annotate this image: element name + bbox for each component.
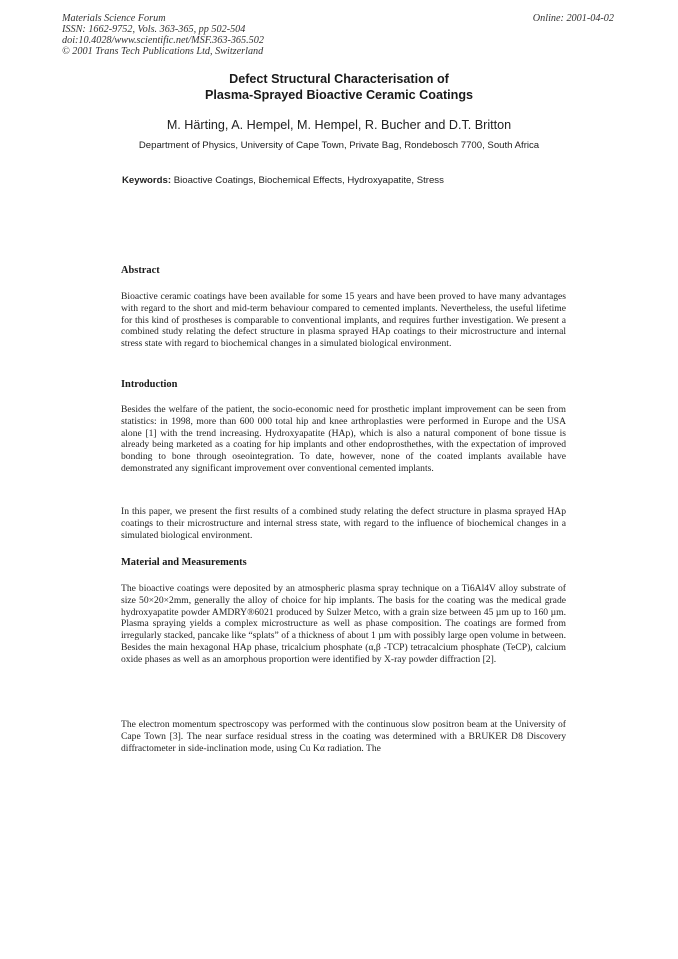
paper-title: [0, 72, 678, 103]
title-line-2: Plasma-Sprayed Bioactive Ceramic Coatings: [204, 87, 474, 102]
affiliation: Department of Physics, University of Cape Town, Private Bag, Rondebosch 7700, South Africa: [138, 140, 540, 151]
introduction-heading: Introduction: [121, 379, 178, 390]
introduction-paragraph-2: In this paper, we present the first results of a combined study relating the defect structure in plasma sprayed HAp coatings to their microstructure and internal stress state, with regard to the influence of biochemical changes in a simulated biological environment.: [121, 506, 566, 541]
author-list: M. Härting, A. Hempel, M. Hempel, R. Bucher and D.T. Britton: [166, 118, 512, 132]
methods-paragraph-2: The electron momentum spectroscopy was performed with the continuous slow positron beam at the University of Cape Town [3]. The near surface residual stress in the coating was determined with a BRUKER D8 Discovery diffractometer in side-inclination mode, using Cu Kα radiation. The: [121, 719, 566, 754]
journal-name: Materials Science Forum: [62, 13, 166, 24]
title-line-1: Defect Structural Characterisation of: [229, 72, 449, 86]
copyright-line: © 2001 Trans Tech Publications Ltd, Switzerland: [62, 46, 264, 57]
keywords-text: Bioactive Coatings, Biochemical Effects, Hydroxyapatite, Stress: [171, 175, 444, 186]
online-date: Online: 2001-04-02: [532, 13, 614, 24]
methods-paragraph-1: The bioactive coatings were deposited by an atmospheric plasma spray technique on a Ti6Al4V alloy substrate of size 50×20×2mm, generally the alloy of choice for hip implants. The basis for the coating was the medical grade hydroxyapatite powder AMDRY®6021 produced by Sulzer Metco, with a grain size between 45 µm up to 160 µm. Plasma spraying yields a complex microstructure as well as phase composition. The coatings are formed from irregularly stacked, pancake like “splats” of a thickness of about 1 µm with possibly large open volume in between. Besides the main hexagonal HAp phase, tricalcium phosphate (α,β -TCP) tetracalcium phosphate (TeCP), calcium oxide phases as well as an amorphous proportion were identified by X-ray powder diffraction [2].: [121, 583, 566, 665]
methods-heading: Material and Measurements: [121, 557, 247, 568]
doi-line: doi:10.4028/www.scientific.net/MSF.363-365.502: [62, 35, 264, 46]
abstract-text: Bioactive ceramic coatings have been available for some 15 years and have been proved to have many advantages with regard to the short and mid-term behaviour compared to cemented implants. Nevertheless, the useful lifetime for this kind of prostheses is comparable to conventional implants, and requires further investigation. We present a combined study relating the defect structure in plasma sprayed HAp coatings to their microstructure and internal stress state with regard to biochemical changes in a simulated biological environment.: [121, 291, 566, 349]
abstract-heading: Abstract: [121, 265, 160, 276]
issn-line: ISSN: 1662-9752, Vols. 363-365, pp 502-504: [62, 24, 246, 35]
keywords-label: Keywords:: [122, 175, 172, 186]
keywords: [122, 175, 602, 186]
page-header: [62, 13, 614, 57]
introduction-paragraph-1: Besides the welfare of the patient, the socio-economic need for prosthetic implant improvement can be seen from statistics: in 1998, more than 600 000 total hip and knee arthroplasties were performed in Europe and the USA alone [1] with the trend increasing. Hydroxyapatite (HAp), which is also a natural component of bone tissue is already being marketed as a coating for hip implants and other endoprosthethes, with the expectation of improved bonding to bone through oseointegration. To date, however, none of the coated implants available have demonstrated any significant improvement over conventional cemented implants.: [121, 404, 566, 474]
